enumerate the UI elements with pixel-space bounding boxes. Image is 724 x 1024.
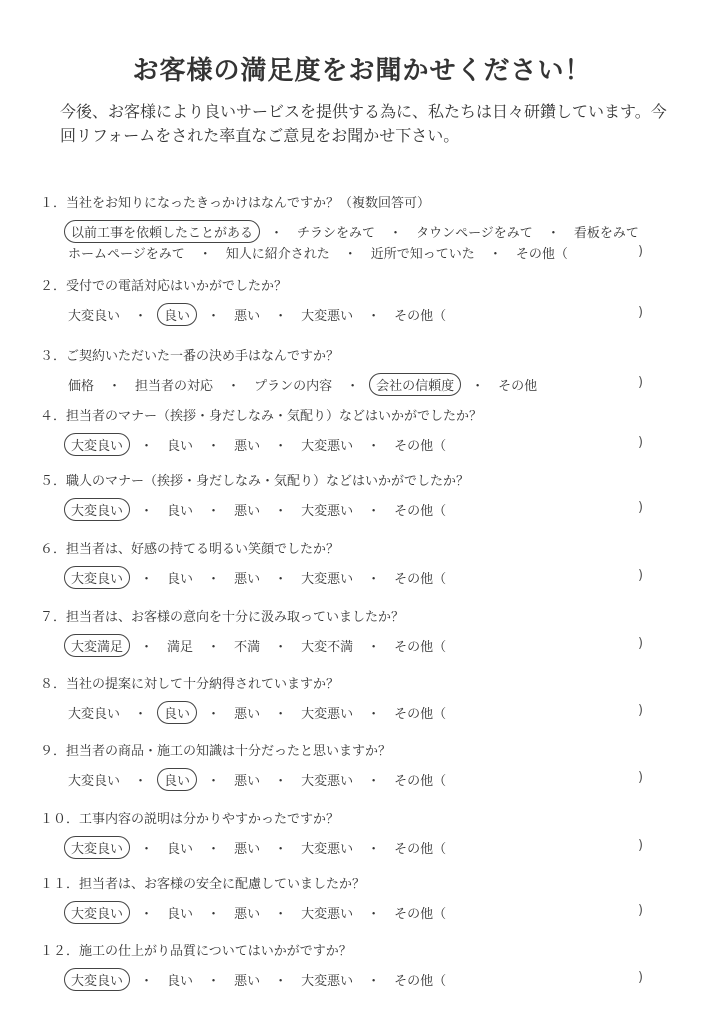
option[interactable]: 良い [167,974,194,989]
separator: ・ [367,640,381,655]
separator: ・ [140,439,154,454]
paren-close: ) [638,703,644,718]
option-selected[interactable]: 以前工事を依頼したことがある [64,220,260,243]
question-text: １０．工事内容の説明は分かりやすかったですか？ [40,812,340,827]
separator: ・ [207,774,221,789]
paren-close: ) [638,244,644,259]
option[interactable]: 悪い [234,572,261,587]
separator: ・ [274,640,288,655]
option-selected[interactable]: 良い [157,768,197,791]
separator: ・ [274,774,288,789]
separator: ・ [140,907,154,922]
separator: ・ [140,640,154,655]
question-text: １．当社をお知りになったきっかけはなんですか？（複数回答可） [40,196,431,211]
option-selected[interactable]: 大変良い [64,836,130,859]
separator: ・ [274,842,288,857]
option[interactable]: 悪い [234,309,261,324]
paren-close: ) [638,970,644,985]
option-row [62,220,645,243]
option-row [62,373,543,396]
option[interactable]: 大変不満 [301,640,354,655]
question-text: ８．当社の提案に対して十分納得されていますか？ [40,677,340,692]
option[interactable]: 良い [167,572,194,587]
separator: ・ [140,572,154,587]
option[interactable]: 悪い [234,439,261,454]
option[interactable]: その他（ [394,504,447,519]
separator: ・ [367,774,381,789]
option[interactable]: 近所で知っていた [370,247,475,262]
option[interactable]: その他（ [394,640,447,655]
paren-close: ) [638,568,644,583]
separator: ・ [207,907,221,922]
separator: ・ [274,707,288,722]
option[interactable]: その他（ [394,974,447,989]
question-text: ７．担当者は、お客様の意向を十分に汲み取っていましたか？ [40,610,405,625]
separator: ・ [207,640,221,655]
option-row [62,303,452,326]
separator: ・ [471,379,485,394]
paren-close: ) [638,903,644,918]
separator: ・ [274,907,288,922]
option-selected[interactable]: 大変良い [64,566,130,589]
separator: ・ [207,572,221,587]
separator: ・ [367,439,381,454]
paren-close: ) [638,435,644,450]
option-row [62,968,452,991]
option[interactable]: 大変悪い [301,707,354,722]
separator: ・ [134,707,148,722]
question-text: ３．ご契約いただいた一番の決め手はなんですか？ [40,349,340,364]
option[interactable]: その他（ [394,774,447,789]
separator: ・ [207,842,221,857]
option-selected[interactable]: 良い [157,701,197,724]
option[interactable]: 満足 [167,640,194,655]
option[interactable]: 悪い [234,707,261,722]
separator: ・ [207,309,221,324]
option[interactable]: 良い [167,907,194,922]
separator: ・ [108,379,122,394]
separator: ・ [367,309,381,324]
option[interactable]: その他 [498,379,538,394]
option-selected[interactable]: 大変良い [64,968,130,991]
option[interactable]: その他（ [394,309,447,324]
option[interactable]: 知人に紹介された [225,247,330,262]
question-text: ９．担当者の商品・施工の知識は十分だったと思いますか？ [40,744,392,759]
option-row [62,498,452,521]
separator: ・ [274,974,288,989]
separator: ・ [343,247,357,262]
separator: ・ [367,572,381,587]
option[interactable]: 大変良い [68,309,121,324]
option[interactable]: その他（ [394,842,447,857]
separator: ・ [140,974,154,989]
separator: ・ [198,247,212,262]
option-selected[interactable]: 大変満足 [64,634,130,657]
option[interactable]: その他（ [394,707,447,722]
option-selected[interactable]: 会社の信頼度 [369,373,461,396]
separator: ・ [134,309,148,324]
option-selected[interactable]: 良い [157,303,197,326]
paren-close: ) [638,636,644,651]
option[interactable]: 看板をみて [573,226,639,241]
paren-close: ) [638,838,644,853]
separator: ・ [546,226,560,241]
option[interactable]: ホームページをみて [68,247,185,262]
separator: ・ [488,247,502,262]
option-row [62,566,452,589]
option[interactable]: 大変良い [68,707,121,722]
option[interactable]: 大変悪い [301,572,354,587]
separator: ・ [367,842,381,857]
option[interactable]: 悪い [234,504,261,519]
option[interactable]: その他（ [394,439,447,454]
question-text: ６．担当者は、好感の持てる明るい笑顔でしたか？ [40,542,340,557]
option[interactable]: 担当者の対応 [135,379,214,394]
option[interactable]: 大変悪い [301,504,354,519]
separator: ・ [367,707,381,722]
separator: ・ [346,379,360,394]
question-text: ２．受付での電話対応はいかがでしたか？ [40,279,288,294]
option[interactable]: 大変悪い [301,842,354,857]
option[interactable]: 良い [167,504,194,519]
option-row [62,433,452,456]
option[interactable]: 大変悪い [301,907,354,922]
option[interactable]: 悪い [234,974,261,989]
intro-text: 今後、お客様により良いサービスを提供する為に、私たちは日々研鑽しています。今回リフォームをされた率直なご意見をお聞かせ下さい。 [60,102,667,145]
question-text: ４．担当者のマナー（挨拶・身だしなみ・気配り）などはいかがでしたか？ [40,409,483,424]
separator: ・ [207,974,221,989]
page-title: お客様の満足度をお聞かせください！ [132,56,592,86]
option-row [62,768,452,791]
separator: ・ [140,842,154,857]
option[interactable]: 悪い [234,774,261,789]
option-selected[interactable]: 大変良い [64,901,130,924]
option[interactable]: チラシをみて [297,226,376,241]
option[interactable]: 大変悪い [301,309,354,324]
option-selected[interactable]: 大変良い [64,498,130,521]
option[interactable]: 悪い [234,842,261,857]
option-row [62,901,452,924]
separator: ・ [207,707,221,722]
option[interactable]: 大変悪い [301,974,354,989]
option[interactable]: 悪い [234,907,261,922]
option-selected[interactable]: 大変良い [64,433,130,456]
option[interactable]: その他（ [515,247,568,262]
option[interactable]: 大変悪い [301,774,354,789]
option[interactable]: その他（ [394,572,447,587]
option[interactable]: 不満 [234,640,261,655]
separator: ・ [207,439,221,454]
separator: ・ [367,974,381,989]
question-text: ５．職人のマナー（挨拶・身だしなみ・気配り）などはいかがでしたか？ [40,474,470,489]
separator: ・ [270,226,284,241]
option-row [62,242,574,263]
option[interactable]: タウンページをみて [416,226,533,241]
paren-close: ) [638,375,644,390]
option[interactable]: プランの内容 [254,379,333,394]
separator: ・ [274,309,288,324]
separator: ・ [367,907,381,922]
option[interactable]: 良い [167,842,194,857]
paren-close: ) [638,305,644,320]
separator: ・ [367,504,381,519]
separator: ・ [274,504,288,519]
separator: ・ [274,572,288,587]
separator: ・ [134,774,148,789]
separator: ・ [140,504,154,519]
question-text: １１．担当者は、お客様の安全に配慮していましたか？ [40,877,366,892]
separator: ・ [227,379,241,394]
paren-close: ) [638,770,644,785]
question-text: １２．施工の仕上がり品質についてはいかがですか？ [40,944,352,959]
option-row [62,634,452,657]
separator: ・ [389,226,403,241]
separator: ・ [274,439,288,454]
option[interactable]: 大変良い [68,774,121,789]
option[interactable]: 良い [167,439,194,454]
separator: ・ [207,504,221,519]
option[interactable]: 価格 [68,379,95,394]
option[interactable]: その他（ [394,907,447,922]
option-row [62,836,452,859]
paren-close: ) [638,500,644,515]
option[interactable]: 大変悪い [301,439,354,454]
option-row [62,701,452,724]
